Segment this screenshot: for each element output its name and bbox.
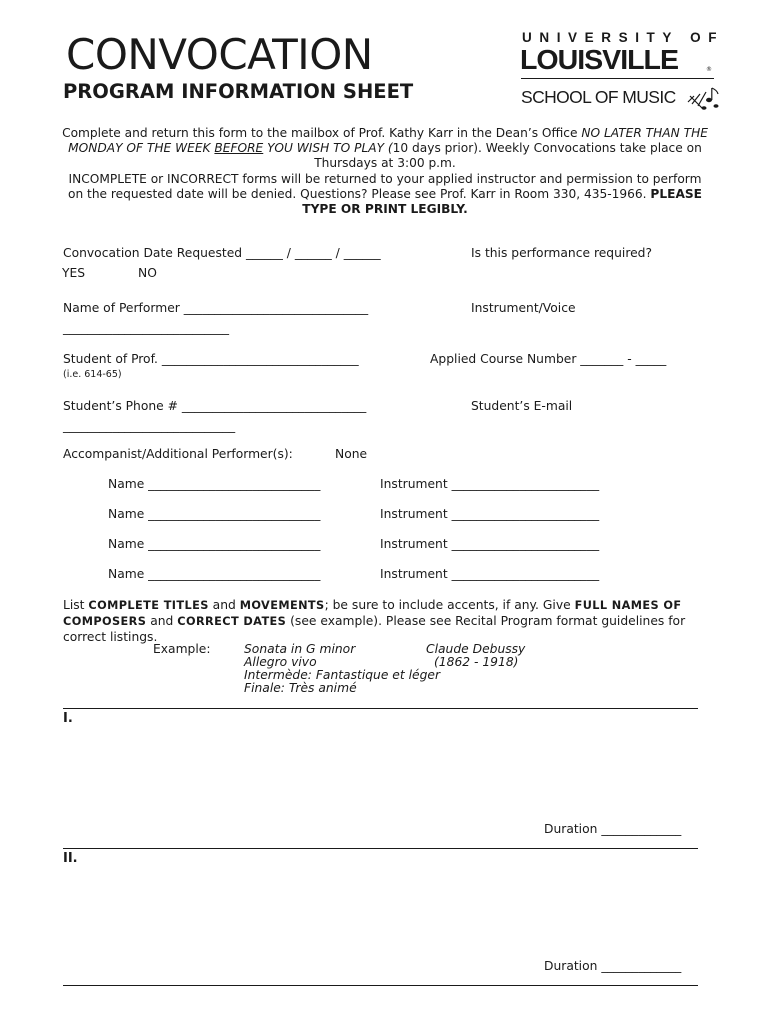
- yes-option[interactable]: YES: [62, 266, 86, 280]
- logo-university-of: UNIVERSITY OF: [522, 30, 725, 45]
- program-entry-area[interactable]: [63, 868, 698, 956]
- course-number-field[interactable]: Applied Course Number _______ - _____: [430, 352, 667, 366]
- student-of-field[interactable]: Student of Prof. ________________________________: [63, 352, 359, 366]
- listing-instructions-line1: List COMPLETE TITLES and MOVEMENTS; be sure to include accents, if any. Give FULL NAMES OF: [63, 598, 682, 612]
- logo-louisville: LOUISVILLE: [520, 44, 679, 75]
- example-movement: Allegro vivo: [244, 655, 317, 669]
- example-movement: Intermède: Fantastique et léger: [244, 668, 441, 682]
- listing-instructions-line2: COMPOSERS and CORRECT DATES (see example). Please see Recital Program format guidelines for: [63, 614, 686, 628]
- example-composer: Claude Debussy: [426, 642, 526, 656]
- logo-registered-mark: ®: [706, 66, 712, 73]
- instructions-warning: INCOMPLETE or INCORRECT forms will be returned to your applied instructor and permission to perform on the requested date will be denied. Questions? Please see Prof. Karr in Room 330, 435-1966. PLEASE TYPE OR PRINT LEGIBLY.: [68, 171, 702, 217]
- music-notes-icon: [684, 82, 724, 112]
- example-movement: Finale: Très animé: [244, 681, 357, 695]
- none-option[interactable]: None: [335, 447, 368, 461]
- duration-field[interactable]: Duration _____________: [544, 822, 682, 836]
- convocation-date-field[interactable]: Convocation Date Requested ______ / ______ / ______: [63, 246, 381, 260]
- logo-divider: [521, 78, 714, 79]
- accompanist-name-field[interactable]: Name ____________________________: [108, 477, 321, 491]
- accompanist-label: Accompanist/Additional Performer(s):: [63, 447, 293, 461]
- accompanist-instrument-field[interactable]: Instrument ________________________: [380, 477, 600, 491]
- example-composer-dates: (1862 - 1918): [434, 655, 519, 669]
- university-logo: [518, 30, 728, 112]
- accompanist-instrument-field[interactable]: Instrument ________________________: [380, 507, 600, 521]
- section-label: I.: [63, 711, 73, 726]
- section-divider: [63, 708, 698, 709]
- accompanist-name-field[interactable]: Name ____________________________: [108, 537, 321, 551]
- accompanist-name-field[interactable]: Name ____________________________: [108, 567, 321, 581]
- accompanist-instrument-field[interactable]: Instrument ________________________: [380, 537, 600, 551]
- instructions-deadline: Complete and return this form to the mailbox of Prof. Kathy Karr in the Dean’s Office NO LATER THAN THE MONDAY OF THE WEEK BEFORE YOU WISH TO PLAY (10 days prior). Weekly Convocations take place on Thursdays at 3:00 p.m.: [62, 126, 708, 171]
- accompanist-name-field[interactable]: Name ____________________________: [108, 507, 321, 521]
- email-label: Student’s E-mail: [471, 399, 573, 413]
- program-entry-area[interactable]: [63, 728, 698, 820]
- no-option[interactable]: NO: [138, 266, 157, 280]
- logo-school-of-music: SCHOOL OF MUSIC: [521, 87, 676, 107]
- duration-field[interactable]: Duration _____________: [544, 959, 682, 973]
- accompanist-instrument-field[interactable]: Instrument ________________________: [380, 567, 600, 581]
- example-title: Sonata in G minor: [244, 642, 356, 656]
- example-label: Example:: [153, 642, 211, 656]
- form-subtitle: PROGRAM INFORMATION SHEET: [63, 80, 414, 103]
- listing-instructions-line3: correct listings.: [63, 630, 158, 644]
- section-label: II.: [63, 851, 78, 866]
- example-program: [244, 643, 440, 695]
- course-example: (i.e. 614-65): [63, 369, 122, 380]
- performer-name-field[interactable]: Name of Performer ______________________________: [63, 301, 369, 315]
- instrument-voice-field[interactable]: ___________________________: [63, 321, 230, 335]
- section-divider: [63, 985, 698, 986]
- instrument-voice-label: Instrument/Voice: [471, 301, 576, 315]
- instructions: [60, 126, 710, 217]
- phone-field[interactable]: Student’s Phone # ______________________________: [63, 399, 367, 413]
- form-title: CONVOCATION: [66, 30, 373, 79]
- section-divider: [63, 848, 698, 849]
- email-field[interactable]: ____________________________: [63, 419, 236, 433]
- required-question: Is this performance required?: [471, 246, 653, 260]
